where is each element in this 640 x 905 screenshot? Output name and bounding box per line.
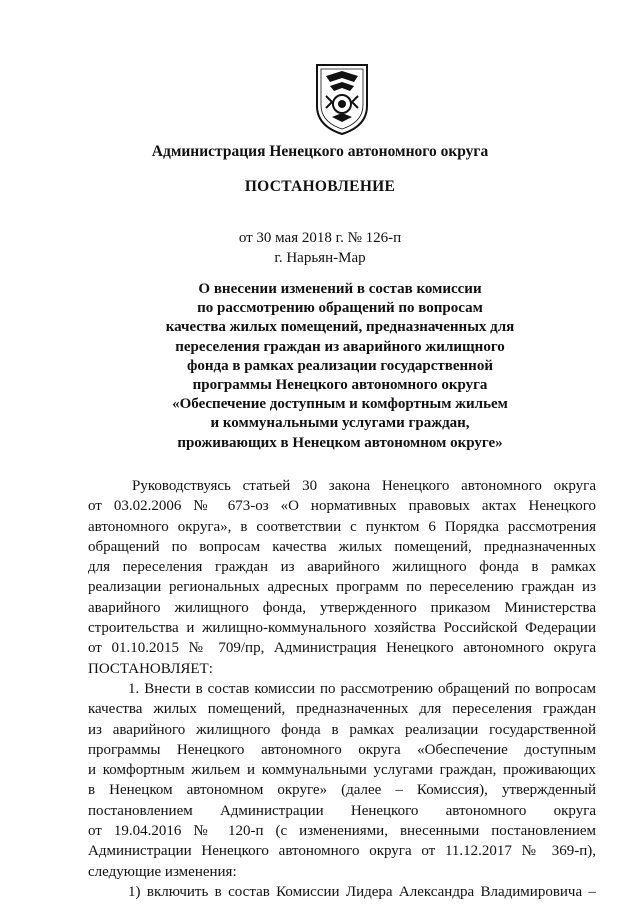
body-line: автономного округа», в соответствии с пунктом 6 Порядка рассмотрения xyxy=(88,518,596,535)
coat-of-arms-emblem xyxy=(314,62,370,136)
title-line: и коммунальными услугами граждан, xyxy=(210,415,470,432)
body-line: для переселения граждан из аварийного жилищного фонда в рамках xyxy=(88,559,596,576)
document-body xyxy=(88,476,596,902)
body-line: следующие изменения: xyxy=(88,863,237,880)
body-line: от 19.04.2016 № 120-п (с изменениями, внесенными постановлением xyxy=(88,823,596,840)
body-line: и комфортным жильем и коммунальными услугами граждан, проживающих xyxy=(88,762,596,779)
body-line: строительства и жилищно-коммунального хозяйства Российской Федерации xyxy=(88,620,596,637)
body-line: ПОСТАНОВЛЯЕТ: xyxy=(88,660,213,677)
document-title xyxy=(120,280,560,453)
body-line: от 03.02.2006 № 673-оз «О нормативных правовых актах Ненецкого xyxy=(88,498,596,515)
body-line: Администрации Ненецкого автономного округа от 11.12.2017 № 369-п), xyxy=(88,843,596,860)
title-line: проживающих в Ненецком автономном округе» xyxy=(177,434,503,451)
body-line: реализации региональных адресных программ по переселению граждан из xyxy=(88,579,596,596)
body-line: 1. Внести в состав комиссии по рассмотрению обращений по вопросам xyxy=(128,680,596,697)
document-city: г. Нарьян-Мар xyxy=(274,250,366,266)
title-line: переселения граждан из аварийного жилищного xyxy=(175,338,505,355)
body-line: 1) включить в состав Комиссии Лидера Александра Владимировича – xyxy=(128,883,596,900)
title-line: «Обеспечение доступным и комфортным жильем xyxy=(172,396,508,413)
body-line: постановлением Администрации Ненецкого автономного округа xyxy=(88,802,596,819)
title-line: программы Ненецкого автономного округа xyxy=(192,377,488,394)
title-line: по рассмотрению обращений по вопросам xyxy=(197,300,483,317)
body-line: качества жилых помещений, предназначенных для переселения граждан xyxy=(88,701,596,718)
title-line: О внесении изменений в состав комиссии xyxy=(198,281,482,297)
title-line: качества жилых помещений, предназначенных для xyxy=(165,319,515,336)
body-line: программы Ненецкого автономного округа «Обеспечение доступным xyxy=(88,741,596,758)
body-line: обращений по вопросам качества жилых помещений, предназначенных xyxy=(88,538,596,555)
document-date-number: от 30 мая 2018 г. № 126-п xyxy=(238,230,402,246)
body-line: в Ненецком автономном округе» (далее – Комиссия), утвержденный xyxy=(88,782,596,799)
body-line: от 01.10.2015 № 709/пр, Администрация Ненецкого автономного округа xyxy=(88,640,596,657)
document-type: ПОСТАНОВЛЕНИЕ xyxy=(244,178,396,195)
body-line: из аварийного жилищного фонда в рамках реализации государственной xyxy=(88,721,596,738)
body-line: Руководствуясь статьей 30 закона Ненецкого автономного округа xyxy=(132,478,596,494)
title-line: фонда в рамках реализации государственной xyxy=(187,357,493,374)
organization-name: Администрация Ненецкого автономного округа xyxy=(151,143,489,160)
body-line: аварийного жилищного фонда, утвержденного приказом Министерства xyxy=(88,599,596,616)
